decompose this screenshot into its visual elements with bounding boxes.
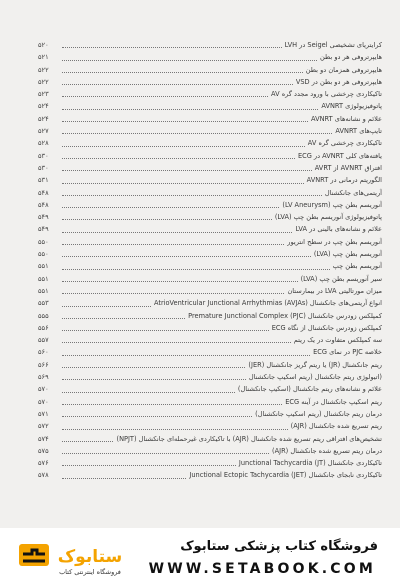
dotted-leader: [62, 445, 269, 454]
toc-entry-title: پاتوفیزیولوژی آنوریسم بطن چپ (LVA): [272, 211, 382, 223]
toc-entry: [30, 469, 382, 481]
toc-leader-line: [62, 113, 382, 125]
toc-leader-line: [62, 420, 382, 432]
dotted-leader: [62, 383, 235, 392]
toc-entry: [30, 174, 382, 186]
dotted-leader: [62, 346, 310, 355]
toc-leader-line: [62, 150, 382, 162]
toc-leader-line: [62, 408, 382, 420]
toc-entry: [30, 260, 382, 272]
toc-entry-title: درمان ریتم تسریع شده جانکشنال (AJR): [269, 445, 382, 457]
dotted-leader: [62, 310, 185, 319]
toc-entry: [30, 88, 382, 100]
toc-leader-line: [62, 88, 382, 100]
toc-page-number: ۵۴۸: [38, 188, 49, 197]
toc-entry-title: افتراق AVNRT از AVRT: [312, 162, 382, 174]
toc-leader-line: [62, 211, 382, 223]
toc-page-number: ۵۳۱: [38, 176, 49, 185]
toc-entry-title: تشخیص‌های افتراقی ریتم تسریع شده جانکشنال (AJR) با تاکیکاردی غیرحمله‌ای جانکشنال (NPJT): [113, 433, 382, 445]
toc-leader-line: [62, 285, 382, 297]
toc-entry-title: ریتم تسریع شده جانکشنال (AJR): [288, 420, 382, 432]
dotted-leader: [62, 322, 269, 331]
toc-entry-title: علائم و نشانه‌های بالینی در LVA: [292, 223, 382, 235]
toc-entry-title: (اتیولوژی ریتم جانکشنال (ریتم اسکیپ جانکشنال: [246, 371, 382, 383]
toc-page-number: ۵۵۳: [38, 299, 49, 308]
dotted-leader: [62, 260, 330, 269]
toc-entry: [30, 187, 382, 199]
toc-page-number: ۵۵۵: [38, 311, 49, 320]
toc-entry-title: علائم و نشانه‌های ریتم جانکشنال (اسکیپ جانکشنال): [235, 383, 382, 395]
toc-leader-line: [62, 457, 382, 469]
toc-page-number: ۵۴۹: [38, 225, 49, 234]
toc-leader-line: [62, 273, 382, 285]
dotted-leader: [62, 457, 236, 466]
toc-leader-line: [62, 64, 382, 76]
logo-wordmark: ستابوک: [57, 547, 123, 567]
dotted-leader: [62, 137, 305, 146]
toc-entry: [30, 211, 382, 223]
toc-entry-title: ریتم اسکیپ جانکشنال در آینه ECG: [282, 396, 382, 408]
dotted-leader: [62, 199, 279, 208]
toc-entry-title: تایپ‌های AVNRT: [332, 125, 382, 137]
toc-entry-title: درمان ریتم جانکشنال (ریتم اسکیپ جانکشنال): [252, 408, 382, 420]
dotted-leader: [62, 371, 246, 380]
toc-entry-title: کمپلکس زودرس جانکشنال (PJC) Premature Junctional Complex: [185, 310, 382, 322]
toc-entry-title: کمپلکس زودرس جانکشنال از نگاه ECG: [269, 322, 382, 334]
toc-leader-line: [62, 125, 382, 137]
toc-entry: [30, 346, 382, 358]
toc-entry-title: آنوریسم بطن چپ (LVA): [311, 248, 382, 260]
toc-entry: [30, 113, 382, 125]
toc-entry: [30, 236, 382, 248]
logo-tagline: فروشگاه اینترنتی کتاب: [59, 568, 121, 576]
toc-leader-line: [62, 76, 382, 88]
toc-page-number: ۵۷۰: [38, 397, 49, 406]
toc-page-number: ۵۴۸: [38, 200, 49, 209]
toc-leader-line: [62, 137, 382, 149]
toc-entry: [30, 371, 382, 383]
toc-entry: [30, 162, 382, 174]
toc-entry: [30, 433, 382, 445]
toc-page-number: ۵۲۸: [38, 139, 49, 148]
toc-leader-line: [62, 433, 382, 445]
toc-entry-title: آنوریسم بطن چپ در سطح انتریور: [284, 236, 382, 248]
toc-page-number: ۵۵۰: [38, 250, 49, 259]
toc-page-number: ۵۷۲: [38, 422, 49, 431]
toc-entry-title: تاکیکاردی چرخشی گره AV: [305, 137, 382, 149]
toc-entry-title: آنوریسم بطن چپ (LV Aneurysm): [279, 199, 382, 211]
toc-page-number: ۵۲۱: [38, 53, 49, 62]
toc-entry-title: سه کمپلکس متفاوت در یک ریتم: [291, 334, 382, 346]
toc-leader-line: [62, 174, 382, 186]
dotted-leader: [62, 236, 284, 245]
toc-entry: [30, 420, 382, 432]
table-of-contents: [30, 39, 382, 482]
toc-page-number: ۵۶۹: [38, 373, 49, 382]
dotted-leader: [62, 51, 317, 60]
dotted-leader: [62, 334, 291, 343]
toc-leader-line: [62, 236, 382, 248]
toc-entry: [30, 457, 382, 469]
toc-entry-title: یافته‌های کلی AVNRT در ECG: [295, 150, 382, 162]
toc-entry-title: تاکیکاردی نابجای جانکشنال (JET) Junctional Ectopic Tachycardia: [186, 469, 382, 481]
dotted-leader: [62, 174, 304, 183]
toc-page-number: ۵۷۱: [38, 409, 49, 418]
toc-entry: [30, 137, 382, 149]
dotted-leader: [62, 420, 288, 429]
dotted-leader: [62, 433, 113, 442]
dotted-leader: [62, 162, 312, 171]
toc-leader-line: [62, 199, 382, 211]
toc-entry-title: سیر آنوریسم بطن چپ (LVA): [298, 273, 382, 285]
toc-page-number: ۵۶۰: [38, 348, 49, 357]
dotted-leader: [62, 187, 322, 196]
toc-page-number: ۵۲۲: [38, 65, 49, 74]
toc-page-number: ۵۷۴: [38, 434, 49, 443]
toc-entry: [30, 248, 382, 260]
toc-leader-line: [62, 39, 382, 51]
dotted-leader: [62, 211, 272, 220]
toc-page-number: ۵۵۷: [38, 336, 49, 345]
toc-entry: [30, 64, 382, 76]
toc-page-number: ۵۳۰: [38, 151, 49, 160]
toc-page-number: ۵۴۹: [38, 213, 49, 222]
dotted-leader: [62, 150, 295, 159]
toc-entry: [30, 223, 382, 235]
toc-entry-title: تاکیکاردی چرخشی با ورود مجدد گره AV: [268, 88, 382, 100]
toc-entry-title: الگوریتم درمانی در AVNRT: [304, 174, 382, 186]
toc-entry-title: آنوریسم بطن چپ: [330, 260, 382, 272]
setabook-logo: [18, 538, 130, 578]
toc-leader-line: [62, 469, 382, 481]
toc-entry-title: هایپرتروفی هر دو بطن در VSD: [293, 76, 382, 88]
dotted-leader: [62, 408, 252, 417]
toc-leader-line: [62, 162, 382, 174]
toc-leader-line: [62, 445, 382, 457]
dotted-leader: [62, 396, 282, 405]
dotted-leader: [62, 273, 298, 282]
toc-page-number: ۵۵۰: [38, 237, 49, 246]
toc-page-number: ۵۷۶: [38, 459, 49, 468]
toc-entry-title: انواع آریتمی‌های جانکشنال (AVJAs) AtrioVentricular Junctional Arrhythmias: [151, 297, 382, 309]
toc-leader-line: [62, 322, 382, 334]
toc-entry: [30, 445, 382, 457]
toc-leader-line: [62, 371, 382, 383]
toc-page-number: ۵۲۷: [38, 127, 49, 136]
toc-page-number: ۵۵۶: [38, 323, 49, 332]
toc-entry-title: کرایتریای تشخیصی Seigel در LVH: [282, 39, 382, 51]
toc-page-number: ۵۷۸: [38, 471, 49, 480]
dotted-leader: [62, 76, 293, 85]
dotted-leader: [62, 248, 311, 257]
dotted-leader: [62, 39, 282, 48]
toc-leader-line: [62, 223, 382, 235]
dotted-leader: [62, 113, 308, 122]
dotted-leader: [62, 100, 318, 109]
toc-entry: [30, 334, 382, 346]
toc-page-number: ۵۲۴: [38, 114, 49, 123]
dotted-leader: [62, 64, 303, 73]
store-name: فروشگاه کتاب پزشکی ستابوک: [180, 539, 378, 554]
toc-leader-line: [62, 187, 382, 199]
toc-entry: [30, 408, 382, 420]
store-footer-banner: [0, 528, 400, 585]
toc-entry: [30, 125, 382, 137]
toc-entry: [30, 310, 382, 322]
toc-entry-title: پاتوفیزیولوژی AVNRT: [318, 100, 382, 112]
dotted-leader: [62, 88, 268, 97]
toc-entry-title: هایپرتروفی همزمان دو بطن: [303, 64, 382, 76]
toc-entry-title: خلاصه PJC در نمای ECG: [310, 346, 382, 358]
toc-leader-line: [62, 334, 382, 346]
toc-leader-line: [62, 100, 382, 112]
toc-entry: [30, 383, 382, 395]
toc-leader-line: [62, 310, 382, 322]
toc-page-number: ۵۲۰: [38, 41, 49, 49]
toc-entry-title: تاکیکاردی جانکشنال (JT) Junctional Tachycardia: [236, 457, 382, 469]
toc-leader-line: [62, 260, 382, 272]
toc-leader-line: [62, 396, 382, 408]
toc-entry-title: هایپرتروفی هر دو بطن: [317, 51, 382, 63]
dotted-leader: [62, 125, 332, 134]
toc-entry: [30, 39, 382, 51]
toc-leader-line: [62, 359, 382, 371]
toc-entry: [30, 273, 382, 285]
toc-page-number: ۵۶۶: [38, 360, 49, 369]
toc-page-number: ۵۲۴: [38, 102, 49, 111]
dotted-leader: [62, 469, 186, 478]
toc-leader-line: [62, 51, 382, 63]
toc-entry: [30, 100, 382, 112]
dotted-leader: [62, 359, 245, 368]
toc-entry-title: ریتم جانکشنال (JR) یا ریتم گریز جانکشنال (JER): [245, 359, 382, 371]
toc-page-number: ۵۵۱: [38, 286, 49, 295]
toc-page-number: ۵۷۵: [38, 446, 49, 455]
toc-leader-line: [62, 297, 382, 309]
toc-page-number: ۵۲۲: [38, 77, 49, 86]
toc-entry: [30, 297, 382, 309]
toc-page-number: ۵۳۰: [38, 163, 49, 172]
toc-entry: [30, 199, 382, 211]
toc-entry: [30, 51, 382, 63]
store-url-link[interactable]: WWW.SETABOOK.COM: [148, 561, 376, 577]
toc-entry: [30, 76, 382, 88]
toc-page-number: ۵۵۱: [38, 262, 49, 271]
toc-entry-title: علائم و نشانه‌های AVNRT: [308, 113, 382, 125]
dotted-leader: [62, 297, 151, 306]
toc-entry: [30, 150, 382, 162]
toc-entry: [30, 396, 382, 408]
toc-entry-title: آریتمی‌های جانکشنال: [322, 187, 382, 199]
toc-leader-line: [62, 248, 382, 260]
toc-entry: [30, 359, 382, 371]
toc-entry: [30, 322, 382, 334]
toc-leader-line: [62, 346, 382, 358]
toc-entry: [30, 285, 382, 297]
toc-page-number: ۵۵۱: [38, 274, 49, 283]
toc-entry-title: میزان مورتالیتی LVA در بیمارستان: [284, 285, 382, 297]
toc-leader-line: [62, 383, 382, 395]
toc-page-number: ۵۷۰: [38, 385, 49, 394]
toc-page-number: ۵۲۳: [38, 90, 49, 99]
dotted-leader: [62, 285, 284, 294]
dotted-leader: [62, 223, 292, 232]
